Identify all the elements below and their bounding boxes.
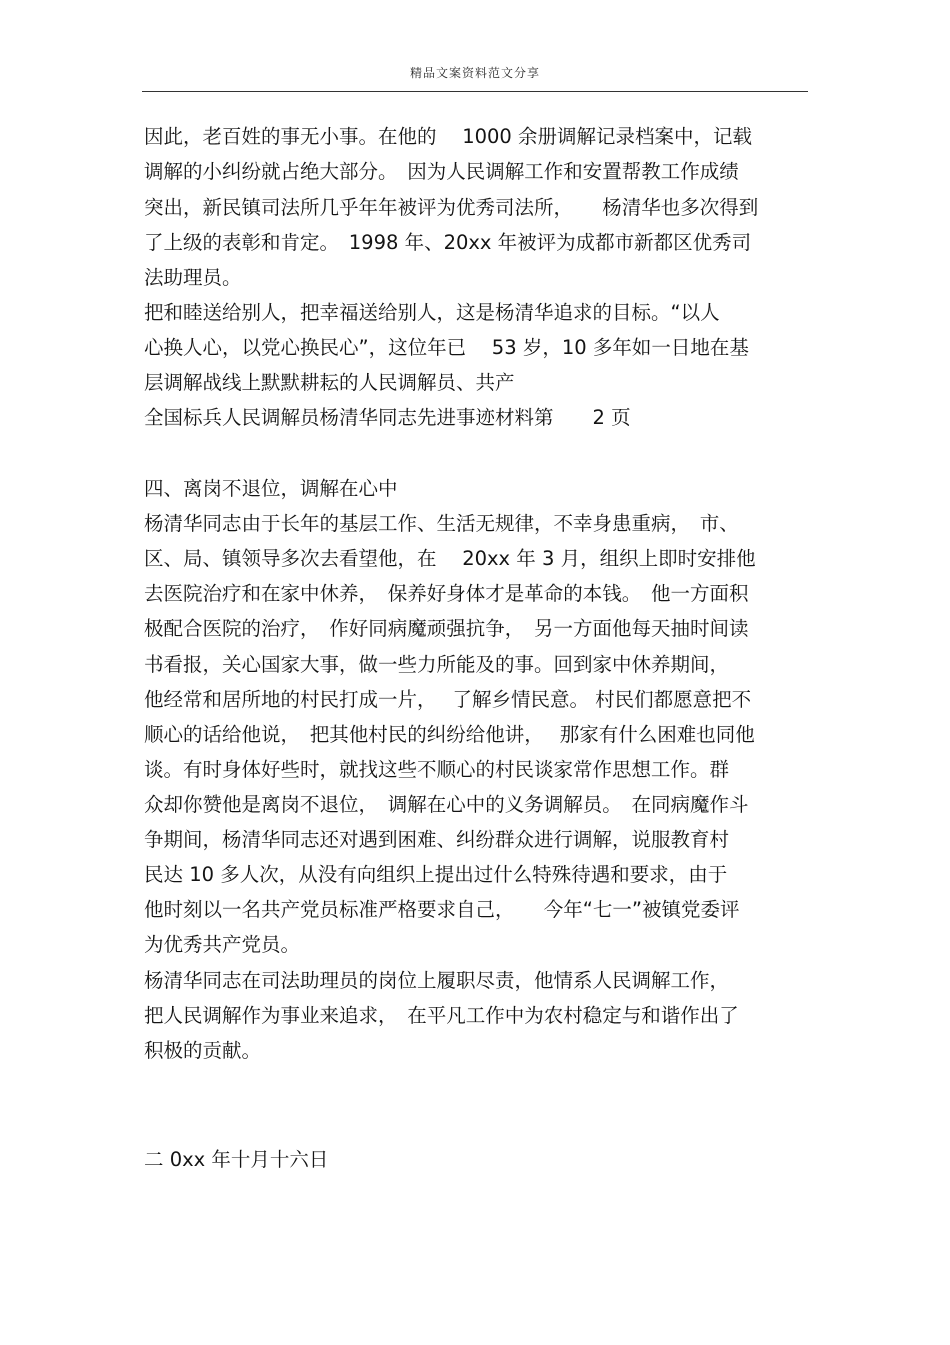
page-header-title: 精品文案资料范文分享 [409, 66, 540, 80]
body-line: 争期间，杨清华同志还对遇到困难、纠纷群众进行调解，说服教育村 [144, 828, 730, 851]
body-line: 把和睦送给别人，把幸福送给别人，这是杨清华追求的目标。“以人 [144, 301, 720, 324]
body-line: 因此，老百姓的事无小事。在他的 1000 余册调解记录档案中，记载 [144, 125, 753, 148]
document-date: 二 0xx 年十月十六日 [144, 1148, 329, 1171]
body-line: 众却你赞他是离岗不退位， 调解在心中的义务调解员。 在同病魔作斗 [144, 793, 749, 816]
header-divider [142, 91, 808, 92]
body-line: 书看报，关心国家大事，做一些力所能及的事。回到家中休养期间， [144, 653, 730, 676]
body-line: 为优秀共产党员。 [144, 933, 301, 956]
body-line: 去医院治疗和在家中休养， 保养好身体才是革命的本钱。 他一方面积 [144, 582, 749, 605]
body-line: 民达 10 多人次，从没有向组织上提出过什么特殊待遇和要求，由于 [144, 863, 728, 886]
body-line: 层调解战线上默默耕耘的人民调解员、共产 [144, 371, 515, 394]
body-line: 调解的小纠纷就占绝大部分。 因为人民调解工作和安置帮教工作成绩 [144, 160, 739, 183]
section-heading: 四、离岗不退位，调解在心中 [144, 477, 398, 500]
body-line: 顺心的话给他说， 把其他村民的纠纷给他讲， 那家有什么困难也同他 [144, 723, 755, 746]
body-line: 区、局、镇领导多次去看望他，在 20xx 年 3 月，组织上即时安排他 [144, 547, 756, 570]
body-line: 他经常和居所地的村民打成一片， 了解乡情民意。 村民们都愿意把不 [144, 688, 752, 711]
body-line: 杨清华同志由于长年的基层工作、生活无规律，不幸身患重病， 市、 [144, 512, 739, 535]
body-line: 了上级的表彰和肯定。 1998 年、20xx 年被评为成都市新都区优秀司 [144, 231, 752, 254]
page-footer-note: 全国标兵人民调解员杨清华同志先进事迹材料第 2 页 [144, 406, 631, 429]
body-line: 突出，新民镇司法所几乎年年被评为优秀司法所， 杨清华也多次得到 [144, 196, 759, 219]
body-line: 心换人心，以党心换民心”，这位年已 53 岁，10 多年如一日地在基 [144, 336, 749, 359]
body-line: 法助理员。 [144, 266, 242, 289]
body-line: 他时刻以一名共产党员标准严格要求自己， 今年“七一”被镇党委评 [144, 898, 740, 921]
body-line: 谈。有时身体好些时，就找这些不顺心的村民谈家常作思想工作。群 [144, 758, 730, 781]
body-line: 极配合医院的治疗， 作好同病魔顽强抗争， 另一方面他每天抽时间读 [144, 617, 749, 640]
body-line: 杨清华同志在司法助理员的岗位上履职尽责，他情系人民调解工作， [144, 969, 730, 992]
body-line: 积极的贡献。 [144, 1039, 262, 1062]
body-line: 把人民调解作为事业来追求， 在平凡工作中为农村稳定与和谐作出了 [144, 1004, 739, 1027]
